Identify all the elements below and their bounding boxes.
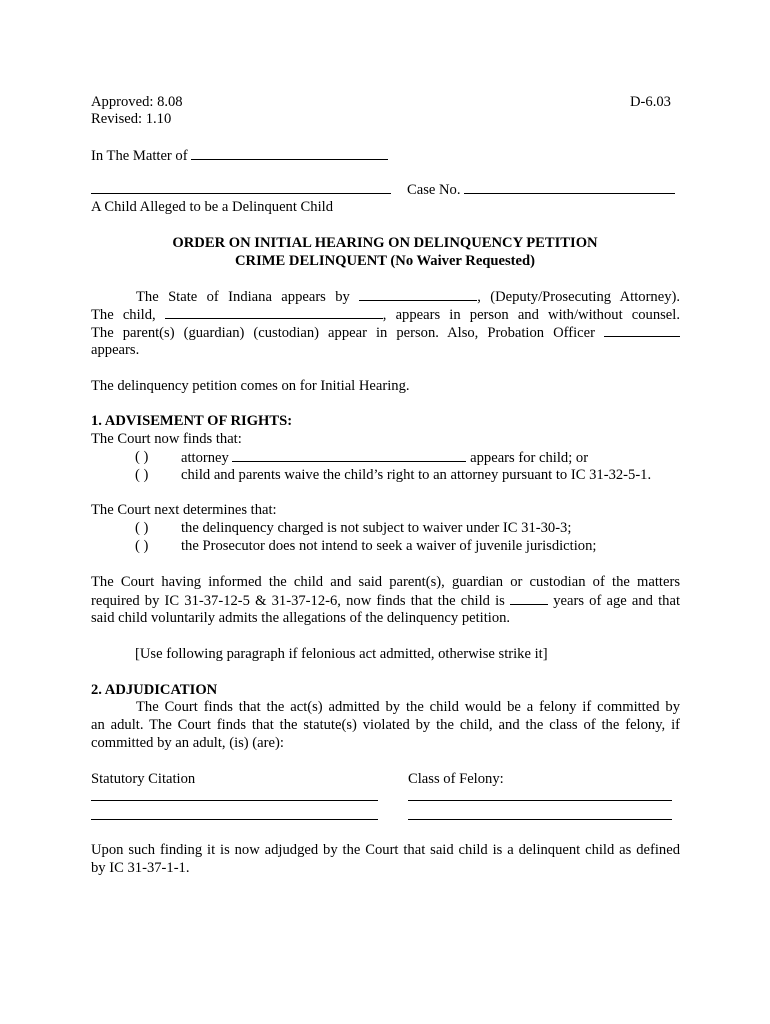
appearances-line2: The child, , appears in person and with/without counsel. bbox=[91, 307, 680, 323]
conclusion-line2: by IC 31-37-1-1. bbox=[91, 860, 190, 876]
matter-name-blank[interactable] bbox=[191, 146, 388, 160]
form-code: D-6.03 bbox=[630, 94, 671, 110]
felony-class-blank-2[interactable] bbox=[408, 819, 672, 820]
court-determines-text: The Court next determines that: bbox=[91, 502, 277, 518]
child-name-line bbox=[91, 180, 391, 199]
attorney-name-blank[interactable] bbox=[232, 448, 466, 462]
option-no-waiver-checkbox[interactable]: ( ) bbox=[135, 538, 149, 554]
citation-blank-2[interactable] bbox=[91, 819, 378, 820]
option-attorney-checkbox[interactable]: ( ) bbox=[135, 449, 149, 465]
informed-line3: said child voluntarily admits the allegations of the delinquency petition. bbox=[91, 610, 511, 626]
option-not-subject-checkbox[interactable]: ( ) bbox=[135, 520, 149, 536]
court-finds-text: The Court now finds that: bbox=[91, 431, 242, 447]
appearances-line4: appears. bbox=[91, 342, 140, 358]
informed-line2: required by IC 31-37-12-5 & 31-37-12-6, now finds that the child is years of age and that bbox=[91, 593, 681, 609]
option-attorney-text: attorney appears for child; or bbox=[181, 450, 589, 466]
matter-label: In The Matter of bbox=[91, 148, 188, 164]
appearances-line1: The State of Indiana appears by , (Deputy/Prosecuting Attorney). bbox=[136, 289, 681, 305]
option-waive-checkbox[interactable]: ( ) bbox=[135, 467, 149, 483]
appearances-paragraph bbox=[91, 287, 680, 359]
option-not-subject-text: the delinquency charged is not subject to waiver under IC 31-30-3; bbox=[181, 520, 572, 536]
adjudication-line2: an adult. The Court finds that the statute(s) violated by the child, and the class of the felony, if bbox=[91, 717, 680, 733]
section2-heading: 2. ADJUDICATION bbox=[91, 682, 218, 698]
informed-paragraph bbox=[91, 573, 680, 627]
statutory-citation-label: Statutory Citation bbox=[91, 771, 196, 787]
in-the-matter-of bbox=[91, 146, 388, 165]
informed-line1: The Court having informed the child and said parent(s), guardian or custodian of the matters bbox=[91, 574, 680, 590]
child-name-blank[interactable] bbox=[91, 180, 391, 194]
title-line2: CRIME DELINQUENT (No Waiver Requested) bbox=[235, 253, 535, 269]
instruction-text: [Use following paragraph if felonious act admitted, otherwise strike it] bbox=[135, 646, 548, 662]
felony-class-blank-1[interactable] bbox=[408, 800, 672, 801]
case-number-line bbox=[407, 180, 675, 199]
prosecutor-blank[interactable] bbox=[359, 287, 477, 301]
case-label: Case No. bbox=[407, 182, 461, 198]
child-appears-blank[interactable] bbox=[165, 305, 383, 319]
child-alleged-text: A Child Alleged to be a Delinquent Child bbox=[91, 199, 333, 215]
adjudication-paragraph bbox=[91, 698, 680, 752]
title-line1: ORDER ON INITIAL HEARING ON DELINQUENCY PETITION bbox=[172, 235, 598, 251]
section1-heading: 1. ADVISEMENT OF RIGHTS: bbox=[91, 413, 293, 429]
revised-date: Revised: 1.10 bbox=[91, 111, 172, 127]
appearances-line3: The parent(s) (guardian) (custodian) appear in person. Also, Probation Officer bbox=[91, 323, 680, 341]
initial-hearing-text: The delinquency petition comes on for Initial Hearing. bbox=[91, 378, 410, 394]
conclusion-line1: Upon such finding it is now adjudged by the Court that said child is a delinquent child as defined bbox=[91, 842, 680, 858]
conclusion-paragraph bbox=[91, 841, 680, 877]
approved-date: Approved: 8.08 bbox=[91, 94, 183, 110]
probation-officer-blank[interactable] bbox=[604, 323, 680, 337]
age-blank[interactable] bbox=[510, 591, 548, 605]
case-number-blank[interactable] bbox=[464, 180, 675, 194]
adjudication-line1: The Court finds that the act(s) admitted by the child would be a felony if committed by bbox=[136, 699, 680, 715]
class-of-felony-label: Class of Felony: bbox=[408, 771, 504, 787]
citation-blank-1[interactable] bbox=[91, 800, 378, 801]
option-no-waiver-text: the Prosecutor does not intend to seek a waiver of juvenile jurisdiction; bbox=[181, 538, 597, 554]
adjudication-line3: committed by an adult, (is) (are): bbox=[91, 735, 284, 751]
option-waive-text: child and parents waive the child’s right to an attorney pursuant to IC 31-32-5-1. bbox=[181, 467, 652, 483]
